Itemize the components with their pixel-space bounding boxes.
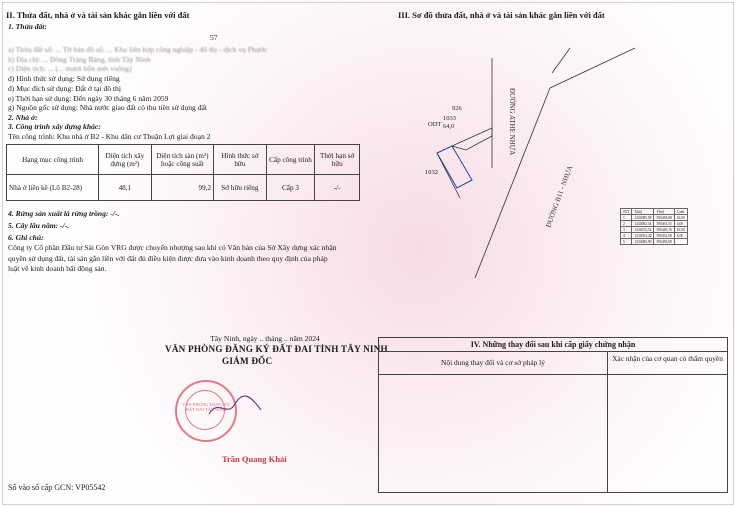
coordinate-cell — [674, 239, 687, 245]
signature-mark — [205, 392, 265, 422]
section-4-title: IV. Những thay đổi sau khi cấp giấy chứng nhận — [379, 338, 727, 352]
coordinate-cell: 4,00 — [674, 221, 687, 227]
parcel-heading: 1. Thửa đất: — [8, 22, 47, 31]
coordinate-cell: 1 — [621, 215, 632, 221]
notes-heading: 6. Ghi chú: — [8, 233, 44, 242]
construction-table — [6, 144, 360, 201]
usage-purpose: đ) Mục đích sử dụng: Đất ở tại đô thị — [8, 84, 121, 93]
coordinate-cell: Y(m) — [654, 209, 674, 215]
table-header: Hạng mục công trình — [7, 145, 99, 175]
coordinate-cell: 1234054,42 — [632, 233, 654, 239]
coordinate-row — [621, 239, 688, 245]
signer-name: Trần Quang Khải — [222, 454, 287, 464]
coordinate-cell: 5 — [621, 239, 632, 245]
note-text: Công ty Cổ phần Đầu tư Sài Gòn VRG được chuyển nhượng sau khi có Văn bản của Sở Xây dựng xác nhận quyền sử dụng đất, tài sản gắn liền với đất đủ điều kiện được đưa vào kinh doanh theo quy định của pháp luật về kinh doanh bất động sản. — [8, 243, 337, 273]
sheet-number: 57 — [210, 33, 218, 42]
office-name: VĂN PHÒNG ĐĂNG KÝ ĐẤT ĐAI TỈNH TÂY NINH — [165, 344, 388, 354]
table-cell: Nhà ở liền kề (Lô B2-28) — [7, 175, 99, 201]
coordinate-table — [620, 208, 688, 245]
address-line-1: a) Thửa đất số: ... Tờ bản đồ số: ... Khu liên hợp công nghiệp - đô thị - dịch vụ Phước — [8, 45, 268, 54]
coordinate-cell: 590458,88 — [654, 239, 674, 245]
gcn-number: Số vào sổ cấp GCN: VP05542 — [8, 483, 106, 492]
coordinate-cell: 2 — [621, 221, 632, 227]
road-edge-upper — [552, 48, 570, 73]
land-origin: g) Nguồn gốc sử dụng: Nhà nước giao đất có thu tiền sử dụng đất — [8, 103, 208, 112]
changes-col-content: Nội dung thay đổi và cơ sở pháp lý — [379, 352, 607, 375]
coordinate-cell: 4 — [621, 233, 632, 239]
parcel-label: 1032 — [425, 169, 438, 176]
section-2-title: II. Thửa đất, nhà ở và tài sản khác gắn liền với đất — [6, 10, 190, 20]
table-cell: -/- — [315, 175, 360, 201]
coordinate-cell: 590432,08 — [654, 233, 674, 239]
coordinate-cell: 16,00 — [674, 227, 687, 233]
parcel-label: 64,0 — [443, 123, 455, 130]
address-line-2: b) Địa chỉ: ... Đông Trảng Bàng, tỉnh Tây Ninh — [8, 55, 151, 64]
table-cell: Sở hữu riêng — [214, 175, 267, 201]
road-edge-top — [550, 48, 635, 88]
table-cell: Cấp 3 — [266, 175, 315, 201]
coordinate-cell: 1234082,34 — [632, 221, 654, 227]
usage-form: d) Hình thức sử dụng: Sử dụng riêng — [8, 74, 120, 83]
stamp-text: VĂN PHÒNG ĐĂNG KÝ ĐẤT ĐAI TÂY NINH — [181, 402, 231, 412]
usage-term: e) Thời hạn sử dụng: Đến ngày 30 tháng 6 năm 2059 — [8, 94, 169, 103]
parcel-label: 926 — [452, 105, 462, 112]
coordinate-cell: 1234085,99 — [632, 239, 654, 245]
coordinate-cell: Cạnh — [674, 209, 687, 215]
coordinate-cell: STT — [621, 209, 632, 215]
director-title: GIÁM ĐỐC — [222, 356, 273, 366]
table-header: Hình thức sở hữu — [214, 145, 267, 175]
street-label-1: ĐƯỜNG ATHE NHỰA — [508, 88, 516, 156]
perennial-line: 5. Cây lâu năm: -/-. — [8, 221, 70, 230]
table-row — [7, 175, 360, 201]
parcel-outline — [437, 146, 472, 188]
coordinate-cell: 4,00 — [674, 233, 687, 239]
table-header: Thời hạn sở hữu — [315, 145, 360, 175]
coordinate-cell: 1234072,52 — [632, 227, 654, 233]
street-label-2: ĐƯỜNG B11 - NHỰA — [544, 164, 575, 229]
table-header: Diện tích sàn (m²) hoặc công suất — [151, 145, 213, 175]
housing-heading: 2. Nhà ở: — [8, 113, 38, 122]
changes-box — [378, 337, 728, 493]
coordinate-cell: 590458,88 — [654, 215, 674, 221]
parcel-label: ODT — [428, 121, 442, 128]
forest-line: 4. Rừng sản xuất là rừng trồng: -/-. — [8, 209, 120, 218]
coordinate-cell: 3 — [621, 227, 632, 233]
table-header-row — [7, 145, 360, 175]
construction-heading: 3. Công trình xây dựng khác: — [8, 122, 101, 131]
coordinate-cell: 1234085,99 — [632, 215, 654, 221]
coordinate-cell: 16,00 — [674, 215, 687, 221]
parcel-label: 1033 — [443, 115, 456, 122]
table-cell: 99,2 — [151, 175, 213, 201]
coordinate-cell: 590449,76 — [654, 227, 674, 233]
changes-col-confirm: Xác nhận của cơ quan có thẩm quyền — [608, 352, 727, 375]
lot-line — [437, 153, 460, 198]
coordinate-cell: X(m) — [632, 209, 654, 215]
table-cell: 48,1 — [99, 175, 152, 201]
table-header: Diện tích xây dựng (m²) — [99, 145, 152, 175]
coordinate-cell: 590461,35 — [654, 221, 674, 227]
section-3-title: III. Sơ đồ thửa đất, nhà ở và tài sản khác gắn liền với đất — [398, 10, 605, 20]
date-line: Tây Ninh, ngày .. tháng .. năm 2024 — [210, 334, 320, 343]
area-line: c) Diện tích: ... (... mươi bốn mét vuông) — [8, 64, 132, 73]
project-name: Tên công trình: Khu nhà ở B2 - Khu dân cư Thuận Lợi giai đoạn 2 — [8, 132, 211, 141]
neighbor-parcel — [452, 128, 492, 150]
table-header: Cấp công trình — [266, 145, 315, 175]
